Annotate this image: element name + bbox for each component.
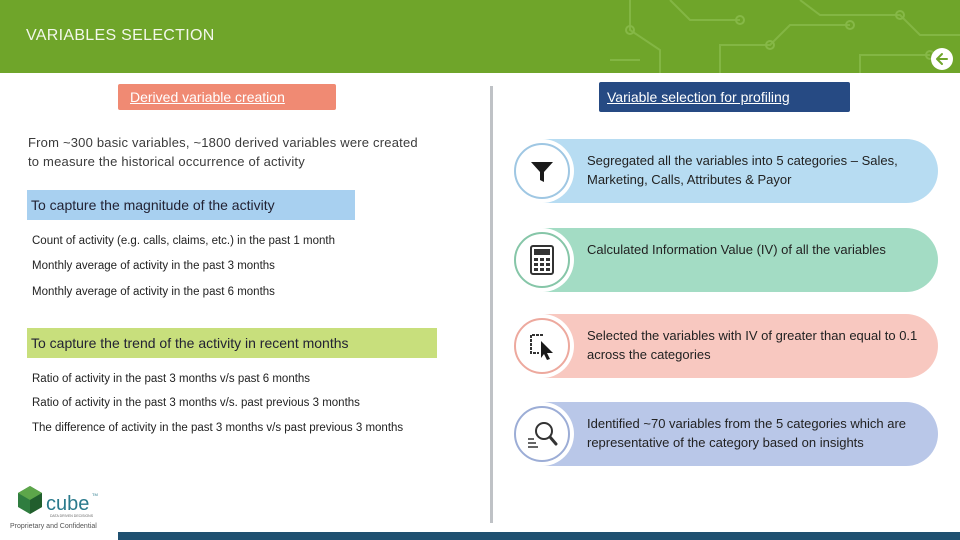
list-item: The difference of activity in the past 3 months v/s past previous 3 months bbox=[32, 422, 404, 434]
step-card-segregate bbox=[514, 139, 938, 203]
list-item: Ratio of activity in the past 3 months v/s. past previous 3 months bbox=[32, 397, 360, 409]
icon-badge bbox=[510, 402, 574, 466]
column-divider bbox=[490, 86, 493, 523]
step-card-text: Identified ~70 variables from the 5 categories which are representative of the category based on insights bbox=[587, 416, 907, 450]
step-card-select bbox=[514, 314, 938, 378]
list-item: Ratio of activity in the past 3 months v/s past 6 months bbox=[32, 373, 311, 385]
search-list-icon bbox=[526, 419, 558, 449]
step-card-iv bbox=[514, 228, 938, 292]
calculator-icon bbox=[529, 245, 555, 275]
intro-text: From ~300 basic variables, ~1800 derived variables were created to measure the historical occurrence of activity bbox=[28, 135, 418, 169]
bottom-bar bbox=[118, 532, 960, 540]
arrow-left-icon bbox=[935, 52, 949, 66]
cursor-select-icon bbox=[527, 331, 557, 361]
filter-icon bbox=[529, 158, 555, 184]
derived-variable-creation-title: Derived variable creation bbox=[118, 84, 336, 110]
step-card-identify bbox=[514, 402, 938, 466]
step-card-text: Calculated Information Value (IV) of all the variables bbox=[587, 242, 886, 257]
icon-badge bbox=[510, 139, 574, 203]
svg-text:cube: cube bbox=[46, 493, 90, 515]
back-button[interactable] bbox=[931, 48, 953, 70]
list-item: Count of activity (e.g. calls, claims, etc.) in the past 1 month bbox=[32, 235, 335, 247]
svg-text:DATA DRIVEN DECISIONS: DATA DRIVEN DECISIONS bbox=[50, 514, 94, 518]
cube-logo-icon bbox=[18, 486, 42, 514]
page-title: VARIABLES SELECTION bbox=[26, 27, 215, 44]
magnitude-section-heading: To capture the magnitude of the activity bbox=[27, 190, 355, 220]
list-item: Monthly average of activity in the past 3 months bbox=[32, 260, 275, 272]
icon-badge bbox=[510, 228, 574, 292]
step-card-text: Selected the variables with IV of greater than equal to 0.1 across the categories bbox=[587, 328, 918, 362]
circuit-pattern-decoration bbox=[600, 0, 960, 73]
variable-selection-title: Variable selection for profiling bbox=[599, 82, 850, 112]
list-item: Monthly average of activity in the past 6 months bbox=[32, 286, 275, 298]
step-card-text: Segregated all the variables into 5 categories – Sales, Marketing, Calls, Attributes & Payor bbox=[587, 153, 898, 187]
trend-section-heading: To capture the trend of the activity in recent months bbox=[27, 328, 437, 358]
header-bar bbox=[0, 0, 960, 73]
confidential-label: Proprietary and Confidential bbox=[10, 523, 97, 530]
icon-badge bbox=[510, 314, 574, 378]
svg-text:TM: TM bbox=[92, 492, 98, 497]
